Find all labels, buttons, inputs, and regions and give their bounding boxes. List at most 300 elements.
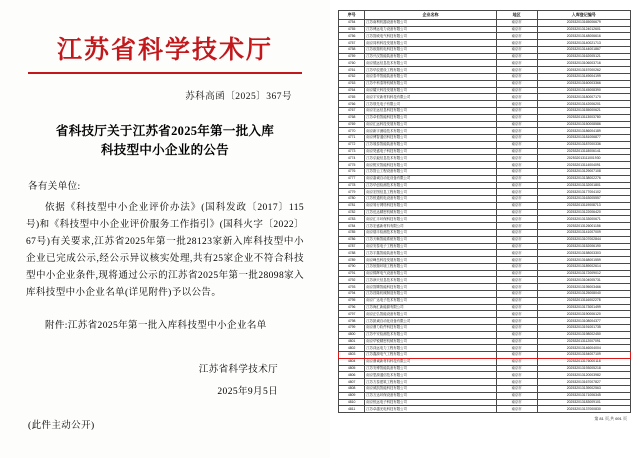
cell-company-name: 江苏海汇新能源有限公司 bbox=[365, 304, 496, 311]
table-row bbox=[339, 277, 631, 284]
table-header bbox=[339, 11, 631, 20]
cell-area: 南京市 bbox=[496, 352, 537, 359]
cell-registration-code: 202532013146004004 bbox=[537, 345, 630, 352]
table-row bbox=[339, 358, 631, 365]
cell-registration-code: 202532013160003366 bbox=[537, 80, 630, 87]
cell-registration-code: 202532013107002844 bbox=[537, 236, 630, 243]
cell-company-name: 南京德远信息技术有限公司 bbox=[365, 60, 496, 67]
cell-no: 4801 bbox=[339, 338, 365, 345]
cell-no: 4807 bbox=[339, 379, 365, 386]
cell-registration-code: 202532013120003982 bbox=[537, 372, 630, 379]
cell-registration-code: 202532013150008586 bbox=[537, 121, 630, 128]
cell-no: 4765 bbox=[339, 94, 365, 101]
cell-no: 4792 bbox=[339, 277, 365, 284]
cell-area: 南京市 bbox=[496, 155, 537, 162]
cell-company-name: 江苏卓恒智能科技有限公司 bbox=[365, 114, 496, 121]
table-row bbox=[339, 318, 631, 325]
cell-company-name: 江苏华辰建设工程有限公司 bbox=[365, 67, 496, 74]
agency-masthead: 江苏省科学技术厅 bbox=[56, 37, 273, 64]
attachment-line: 附件:江苏省2025年第一批入库科技型中小企业名单 bbox=[45, 321, 267, 331]
cell-no: 4809 bbox=[339, 392, 365, 399]
table-row bbox=[339, 162, 631, 169]
cell-area: 南京市 bbox=[496, 80, 537, 87]
cell-no: 4775 bbox=[339, 162, 365, 169]
cell-company-name: 南京同科科技发展有限公司 bbox=[365, 40, 496, 47]
cell-no: 4793 bbox=[339, 284, 365, 291]
cell-registration-code: 202532013124012601 bbox=[537, 26, 630, 33]
cell-area: 南京市 bbox=[496, 236, 537, 243]
cell-area: 南京市 bbox=[496, 324, 537, 331]
cell-no: 4794 bbox=[339, 291, 365, 298]
cell-no: 4797 bbox=[339, 311, 365, 318]
cell-registration-code: 202532013132001801 bbox=[537, 182, 630, 189]
cell-registration-code: 202532013149004199 bbox=[537, 74, 630, 81]
cell-registration-code: 202532013154007109 bbox=[537, 352, 630, 359]
cell-registration-code: 202532013177004102 bbox=[537, 189, 630, 196]
cell-registration-code: 202532013171006345 bbox=[537, 392, 630, 399]
cell-registration-code: 202532013118006141 bbox=[537, 148, 630, 155]
cell-company-name: 南京威凯智能科技有限公司 bbox=[365, 385, 496, 392]
table-row bbox=[339, 243, 631, 250]
cell-area: 南京市 bbox=[496, 230, 537, 237]
cell-company-name: 南京昊盛电子科技有限公司 bbox=[365, 148, 496, 155]
listing-document bbox=[330, 0, 639, 458]
cell-area: 南京市 bbox=[496, 202, 537, 209]
cell-company-name: 南京锐安智能科技有限公司 bbox=[365, 162, 496, 169]
cell-area: 南京市 bbox=[496, 223, 537, 230]
cell-registration-code: 202532013195003466 bbox=[537, 284, 630, 291]
table-body bbox=[339, 19, 631, 412]
cell-company-name: 江苏中安检测技术有限公司 bbox=[365, 331, 496, 338]
cell-area: 南京市 bbox=[496, 372, 537, 379]
body-paragraph: 依据《科技型中小企业评价办法》(国科发政〔2017〕115号)和《科技型中小企业评价服务工作指引》(国科火字〔2022〕67号)有关要求,江苏省2025年第一批28123家新入库科技型中小企业已完成公示,经公示异议核实处理,共有25家企业不符合科技型中小企业条件,现将通过公示的江苏省2025年第一批28098家入库科技型中小企业名单(详见附件)予以公告。 bbox=[26, 203, 304, 298]
cell-area: 南京市 bbox=[496, 257, 537, 264]
disclosure-note: (此件主动公开) bbox=[28, 421, 95, 431]
cell-company-name: 江苏领先电子有限公司 bbox=[365, 101, 496, 108]
cell-area: 南京市 bbox=[496, 250, 537, 257]
table-row bbox=[339, 304, 631, 311]
table-row bbox=[339, 311, 631, 318]
cell-registration-code: 202532013167007827 bbox=[537, 379, 630, 386]
cell-no: 4802 bbox=[339, 345, 365, 352]
cell-area: 南京市 bbox=[496, 128, 537, 135]
cell-registration-code: 202532013119008713 bbox=[537, 202, 630, 209]
cell-area: 南京市 bbox=[496, 60, 537, 67]
cell-area: 南京市 bbox=[496, 284, 537, 291]
cell-no: 4763 bbox=[339, 80, 365, 87]
table-row bbox=[339, 216, 631, 223]
cell-company-name: 江苏兴汉智能装备有限公司 bbox=[365, 53, 496, 60]
cell-company-name: 江苏华创检测技术有限公司 bbox=[365, 182, 496, 189]
cell-company-name: 江苏万达环保设备有限公司 bbox=[365, 392, 496, 399]
cell-area: 南京市 bbox=[496, 168, 537, 175]
table-row bbox=[339, 141, 631, 148]
cell-registration-code: 202532013142006201 bbox=[537, 101, 630, 108]
page-title-line2: 科技型中小企业的公告 bbox=[100, 143, 229, 157]
cell-registration-code: 202532013193005218 bbox=[537, 365, 630, 372]
cell-company-name: 南京博智通信科技有限公司 bbox=[365, 135, 496, 142]
cell-no: 4756 bbox=[339, 33, 365, 40]
table-row bbox=[339, 87, 631, 94]
cell-no: 4799 bbox=[339, 324, 365, 331]
cell-company-name: 江苏恒通机电设备有限公司 bbox=[365, 196, 496, 203]
cell-registration-code: 202532013181006877 bbox=[537, 135, 630, 142]
cell-no: 4784 bbox=[339, 223, 365, 230]
cell-company-name: 南京嘉诚自动化设备有限公司 bbox=[365, 175, 496, 182]
cell-company-name: 南京峰岳科技发展有限公司 bbox=[365, 257, 496, 264]
cell-company-name: 江苏中科泰特机械有限公司 bbox=[365, 80, 496, 87]
signer-name: 江苏省科学技术厅 bbox=[198, 365, 278, 375]
cell-no: 4788 bbox=[339, 250, 365, 257]
cell-no: 4773 bbox=[339, 148, 365, 155]
cell-company-name: 江苏迅达精密机械有限公司 bbox=[365, 209, 496, 216]
cell-company-name: 南京泰华智能装备有限公司 bbox=[365, 74, 496, 81]
cell-registration-code: 202532013198002450 bbox=[537, 331, 630, 338]
table-row bbox=[339, 107, 631, 114]
cell-company-name: 南京易行网络科技有限公司 bbox=[365, 202, 496, 209]
cell-area: 南京市 bbox=[496, 114, 537, 121]
cell-registration-code: 202532013106003716 bbox=[537, 60, 630, 67]
cell-area: 南京市 bbox=[496, 40, 537, 47]
cell-company-name: 南京汇远科技发展有限公司 bbox=[365, 121, 496, 128]
cell-area: 南京市 bbox=[496, 53, 537, 60]
table-row bbox=[339, 74, 631, 81]
cell-area: 南京市 bbox=[496, 297, 537, 304]
cell-area: 南京市 bbox=[496, 135, 537, 142]
cell-no: 4785 bbox=[339, 230, 365, 237]
cell-no: 4758 bbox=[339, 46, 365, 53]
cell-no: 4811 bbox=[339, 406, 365, 413]
cell-company-name: 江苏智云工程设备有限公司 bbox=[365, 168, 496, 175]
cell-registration-code: 202532013139002563 bbox=[537, 385, 630, 392]
table-row bbox=[339, 365, 631, 372]
cell-no: 4759 bbox=[339, 53, 365, 60]
table-row bbox=[339, 399, 631, 406]
cell-no: 4777 bbox=[339, 175, 365, 182]
table-row bbox=[339, 121, 631, 128]
cell-no: 4771 bbox=[339, 135, 365, 142]
table-row bbox=[339, 406, 631, 413]
column-header-no: 序号 bbox=[339, 11, 365, 20]
cell-no: 4757 bbox=[339, 40, 365, 47]
table-row bbox=[339, 284, 631, 291]
cell-company-name: 南京恒远电子科技有限公司 bbox=[365, 399, 496, 406]
cell-area: 南京市 bbox=[496, 19, 537, 26]
cell-area: 南京市 bbox=[496, 141, 537, 148]
cell-area: 南京市 bbox=[496, 406, 537, 413]
document-number: 苏科高函〔2025〕367号 bbox=[185, 92, 292, 102]
cell-no: 4764 bbox=[339, 87, 365, 94]
cell-no: 4798 bbox=[339, 318, 365, 325]
cell-no: 4779 bbox=[339, 189, 365, 196]
cell-area: 南京市 bbox=[496, 87, 537, 94]
cell-registration-code: 202532013189002614 bbox=[537, 263, 630, 270]
cell-company-name: 江苏智威电气科技有限公司 bbox=[365, 33, 496, 40]
cell-company-name: 南京宏远信息科技有限公司 bbox=[365, 107, 496, 114]
cell-no: 4774 bbox=[339, 155, 365, 162]
cell-registration-code: 202532013148006616 bbox=[537, 33, 630, 40]
cell-no: 4808 bbox=[339, 385, 365, 392]
cell-company-name: 江苏欣瑞环境工程有限公司 bbox=[365, 263, 496, 270]
table-row bbox=[339, 352, 631, 359]
enterprise-table bbox=[338, 10, 631, 413]
table-row bbox=[339, 80, 631, 87]
column-header-area: 地区 bbox=[496, 11, 537, 20]
cell-no: 4803 bbox=[339, 352, 365, 359]
table-row bbox=[339, 392, 631, 399]
cell-registration-code: 202532013176000118 bbox=[537, 358, 630, 365]
cell-no: 4767 bbox=[339, 107, 365, 114]
cell-registration-code: 202532013173001499 bbox=[537, 304, 630, 311]
cell-company-name: 南京广达电子技术有限公司 bbox=[365, 297, 496, 304]
cell-area: 南京市 bbox=[496, 385, 537, 392]
table-row bbox=[339, 189, 631, 196]
cell-no: 4789 bbox=[339, 257, 365, 264]
table-row bbox=[339, 230, 631, 237]
cell-registration-code: 202532013126001156 bbox=[537, 223, 630, 230]
table-row bbox=[339, 257, 631, 264]
cell-registration-code: 202532013108004377 bbox=[537, 318, 630, 325]
column-header-name: 企业名称 bbox=[365, 11, 496, 20]
cell-registration-code: 202532013163005557 bbox=[537, 196, 630, 203]
cell-company-name: 江苏晟泰智能装备有限公司 bbox=[365, 141, 496, 148]
cell-no: 4772 bbox=[339, 141, 365, 148]
cell-no: 4806 bbox=[339, 372, 365, 379]
cell-company-name: 南京华锐精密机械有限公司 bbox=[365, 338, 496, 345]
cell-registration-code: 202532013129007108 bbox=[537, 168, 630, 175]
cell-registration-code: 202532013133000671 bbox=[537, 216, 630, 223]
table-row bbox=[339, 379, 631, 386]
cell-company-name: 江苏弘毅信息技术有限公司 bbox=[365, 155, 496, 162]
table-row bbox=[339, 148, 631, 155]
column-header-code: 入库登记编号 bbox=[537, 11, 630, 20]
table-row bbox=[339, 209, 631, 216]
cell-registration-code: 202532013137000830 bbox=[537, 406, 630, 413]
table-row bbox=[339, 291, 631, 298]
cell-registration-code: 202532013157000262 bbox=[537, 67, 630, 74]
cell-area: 南京市 bbox=[496, 26, 537, 33]
cell-area: 南京市 bbox=[496, 338, 537, 345]
cell-no: 4780 bbox=[339, 196, 365, 203]
table-row bbox=[339, 19, 631, 26]
table-row bbox=[339, 345, 631, 352]
cell-registration-code: 202532013155000621 bbox=[537, 107, 630, 114]
cell-no: 4796 bbox=[339, 304, 365, 311]
cell-company-name: 江苏昌隆机械制造有限公司 bbox=[365, 291, 496, 298]
page-title bbox=[26, 122, 304, 160]
cell-area: 南京市 bbox=[496, 331, 537, 338]
cell-area: 南京市 bbox=[496, 162, 537, 169]
cell-registration-code: 202532013165006679 bbox=[537, 19, 630, 26]
table-row bbox=[339, 196, 631, 203]
cell-area: 南京市 bbox=[496, 182, 537, 189]
cell-no: 4770 bbox=[339, 128, 365, 135]
cell-registration-code: 202532013180007170 bbox=[537, 94, 630, 101]
cell-no: 4766 bbox=[339, 101, 365, 108]
cell-company-name: 南京正弘智能设备有限公司 bbox=[365, 311, 496, 318]
cell-company-name: 江苏润天信息技术有限公司 bbox=[365, 277, 496, 284]
cell-area: 南京市 bbox=[496, 291, 537, 298]
cell-no: 4762 bbox=[339, 74, 365, 81]
cell-registration-code: 202532013145008390 bbox=[537, 87, 630, 94]
cell-no: 4795 bbox=[339, 297, 365, 304]
cell-company-name: 南京鼎诚新材料科技有限公司 bbox=[365, 358, 496, 365]
cell-area: 南京市 bbox=[496, 189, 537, 196]
table-row bbox=[339, 67, 631, 74]
cell-company-name: 南京宇安新材料科技有限公司 bbox=[365, 94, 496, 101]
table-row bbox=[339, 331, 631, 338]
cell-no: 4791 bbox=[339, 270, 365, 277]
cell-company-name: 南京安泰电子工程有限公司 bbox=[365, 243, 496, 250]
cell-no: 4804 bbox=[339, 358, 365, 365]
cell-area: 南京市 bbox=[496, 270, 537, 277]
cell-no: 4778 bbox=[339, 182, 365, 189]
cell-company-name: 江苏泽远电力工程有限公司 bbox=[365, 345, 496, 352]
cell-registration-code: 202532013144001867 bbox=[537, 46, 630, 53]
cell-area: 南京市 bbox=[496, 196, 537, 203]
cell-area: 南京市 bbox=[496, 304, 537, 311]
table-row bbox=[339, 26, 631, 33]
cell-area: 南京市 bbox=[496, 74, 537, 81]
cell-registration-code: 202532013112007091 bbox=[537, 338, 630, 345]
cell-registration-code: 202532013140021713 bbox=[537, 40, 630, 47]
table-row bbox=[339, 263, 631, 270]
table-row bbox=[339, 324, 631, 331]
cell-company-name: 南京新宇测绘技术有限公司 bbox=[365, 128, 496, 135]
cell-registration-code: 202532013162005121 bbox=[537, 53, 630, 60]
cell-no: 4781 bbox=[339, 202, 365, 209]
table-row bbox=[339, 202, 631, 209]
cell-area: 南京市 bbox=[496, 216, 537, 223]
cell-company-name: 江苏南利机器设备有限公司 bbox=[365, 19, 496, 26]
cell-area: 南京市 bbox=[496, 101, 537, 108]
cell-area: 南京市 bbox=[496, 175, 537, 182]
cell-no: 4800 bbox=[339, 331, 365, 338]
cell-no: 4760 bbox=[339, 60, 365, 67]
cell-company-name: 江苏博远电力设备有限公司 bbox=[365, 26, 496, 33]
cell-company-name: 江苏卓越光电科技有限公司 bbox=[365, 406, 496, 413]
cell-no: 4754 bbox=[339, 19, 365, 26]
cell-registration-code: 202532013152006190 bbox=[537, 243, 630, 250]
cell-no: 4761 bbox=[339, 67, 365, 74]
table-row bbox=[339, 135, 631, 142]
table-row bbox=[339, 250, 631, 257]
cell-area: 南京市 bbox=[496, 365, 537, 372]
cell-company-name: 江苏天畅智能系统有限公司 bbox=[365, 236, 496, 243]
cell-area: 南京市 bbox=[496, 94, 537, 101]
cell-area: 南京市 bbox=[496, 148, 537, 155]
cell-registration-code: 202532013138002276 bbox=[537, 175, 630, 182]
cell-registration-code: 202532013125008040 bbox=[537, 291, 630, 298]
table-row bbox=[339, 155, 631, 162]
table-header-row bbox=[339, 11, 631, 20]
table-row bbox=[339, 372, 631, 379]
table-row bbox=[339, 182, 631, 189]
cell-area: 南京市 bbox=[496, 379, 537, 386]
table-row bbox=[339, 40, 631, 47]
page-title-line1: 省科技厅关于江苏省2025年第一批入库 bbox=[55, 124, 275, 138]
cell-no: 4787 bbox=[339, 243, 365, 250]
cell-company-name: 南京锦辉电气设备有限公司 bbox=[365, 270, 496, 277]
table-row bbox=[339, 94, 631, 101]
cell-no: 4776 bbox=[339, 168, 365, 175]
cell-area: 南京市 bbox=[496, 263, 537, 270]
table-row bbox=[339, 128, 631, 135]
salutation: 各有关单位: bbox=[28, 182, 81, 192]
cell-company-name: 南京耀天科技发展有限公司 bbox=[365, 87, 496, 94]
cell-area: 南京市 bbox=[496, 277, 537, 284]
cell-registration-code: 202532013172009012 bbox=[537, 270, 630, 277]
masthead-divider bbox=[28, 72, 302, 74]
cell-company-name: 江苏鑫源电气工程有限公司 bbox=[365, 352, 496, 359]
table-row bbox=[339, 223, 631, 230]
cell-registration-code: 202532013190006120 bbox=[537, 311, 630, 318]
cell-company-name: 南京思源通信技术有限公司 bbox=[365, 372, 496, 379]
cell-registration-code: 202532013114004091 bbox=[537, 162, 630, 169]
cell-area: 南京市 bbox=[496, 121, 537, 128]
table-row bbox=[339, 385, 631, 392]
cell-area: 南京市 bbox=[496, 67, 537, 74]
cell-area: 南京市 bbox=[496, 243, 537, 250]
cell-company-name: 南京汇丰环保科技有限公司 bbox=[365, 216, 496, 223]
cell-registration-code: 202532013104005731 bbox=[537, 277, 630, 284]
cell-registration-code: 202532013186004189 bbox=[537, 128, 630, 135]
cell-area: 南京市 bbox=[496, 209, 537, 216]
cell-area: 南京市 bbox=[496, 318, 537, 325]
cell-registration-code: 202532013111001930 bbox=[537, 155, 630, 162]
cell-company-name: 江苏欧瑞机电科技有限公司 bbox=[365, 46, 496, 53]
cell-registration-code: 202532013113003780 bbox=[537, 114, 630, 121]
cell-registration-code: 202532013187000336 bbox=[537, 141, 630, 148]
cell-no: 4768 bbox=[339, 114, 365, 121]
cell-company-name: 江苏安博智能装备有限公司 bbox=[365, 365, 496, 372]
table-row bbox=[339, 114, 631, 121]
page-footer: 第 81 页,共 691 页 bbox=[594, 416, 627, 422]
cell-area: 南京市 bbox=[496, 46, 537, 53]
table-row bbox=[339, 270, 631, 277]
table-row bbox=[339, 53, 631, 60]
table-row bbox=[339, 297, 631, 304]
table-row bbox=[339, 101, 631, 108]
cell-registration-code: 202532013158003303 bbox=[537, 250, 630, 257]
cell-no: 4769 bbox=[339, 121, 365, 128]
table-row bbox=[339, 33, 631, 40]
cell-registration-code: 202532013168001559 bbox=[537, 257, 630, 264]
cell-no: 4805 bbox=[339, 365, 365, 372]
cell-registration-code: 202532013191001735 bbox=[537, 324, 630, 331]
cell-registration-code: 202532013116002278 bbox=[537, 297, 630, 304]
cell-area: 南京市 bbox=[496, 392, 537, 399]
cell-area: 南京市 bbox=[496, 345, 537, 352]
cell-registration-code: 202532013122006420 bbox=[537, 209, 630, 216]
cell-company-name: 南京瑞丰检测技术有限公司 bbox=[365, 230, 496, 237]
cell-company-name: 南京智腾智能科技有限公司 bbox=[365, 284, 496, 291]
cell-registration-code: 202532013141007009 bbox=[537, 230, 630, 237]
cell-no: 4790 bbox=[339, 263, 365, 270]
cell-company-name: 南京鼎力软件科技有限公司 bbox=[365, 324, 496, 331]
cell-area: 南京市 bbox=[496, 399, 537, 406]
cell-area: 南京市 bbox=[496, 107, 537, 114]
cell-area: 南京市 bbox=[496, 311, 537, 318]
cell-area: 南京市 bbox=[496, 33, 537, 40]
cell-no: 4810 bbox=[339, 399, 365, 406]
cell-no: 4755 bbox=[339, 26, 365, 33]
table-row bbox=[339, 168, 631, 175]
cell-company-name: 江苏方泰建筑工程有限公司 bbox=[365, 379, 496, 386]
table-row bbox=[339, 175, 631, 182]
cell-no: 4786 bbox=[339, 236, 365, 243]
table-row bbox=[339, 338, 631, 345]
